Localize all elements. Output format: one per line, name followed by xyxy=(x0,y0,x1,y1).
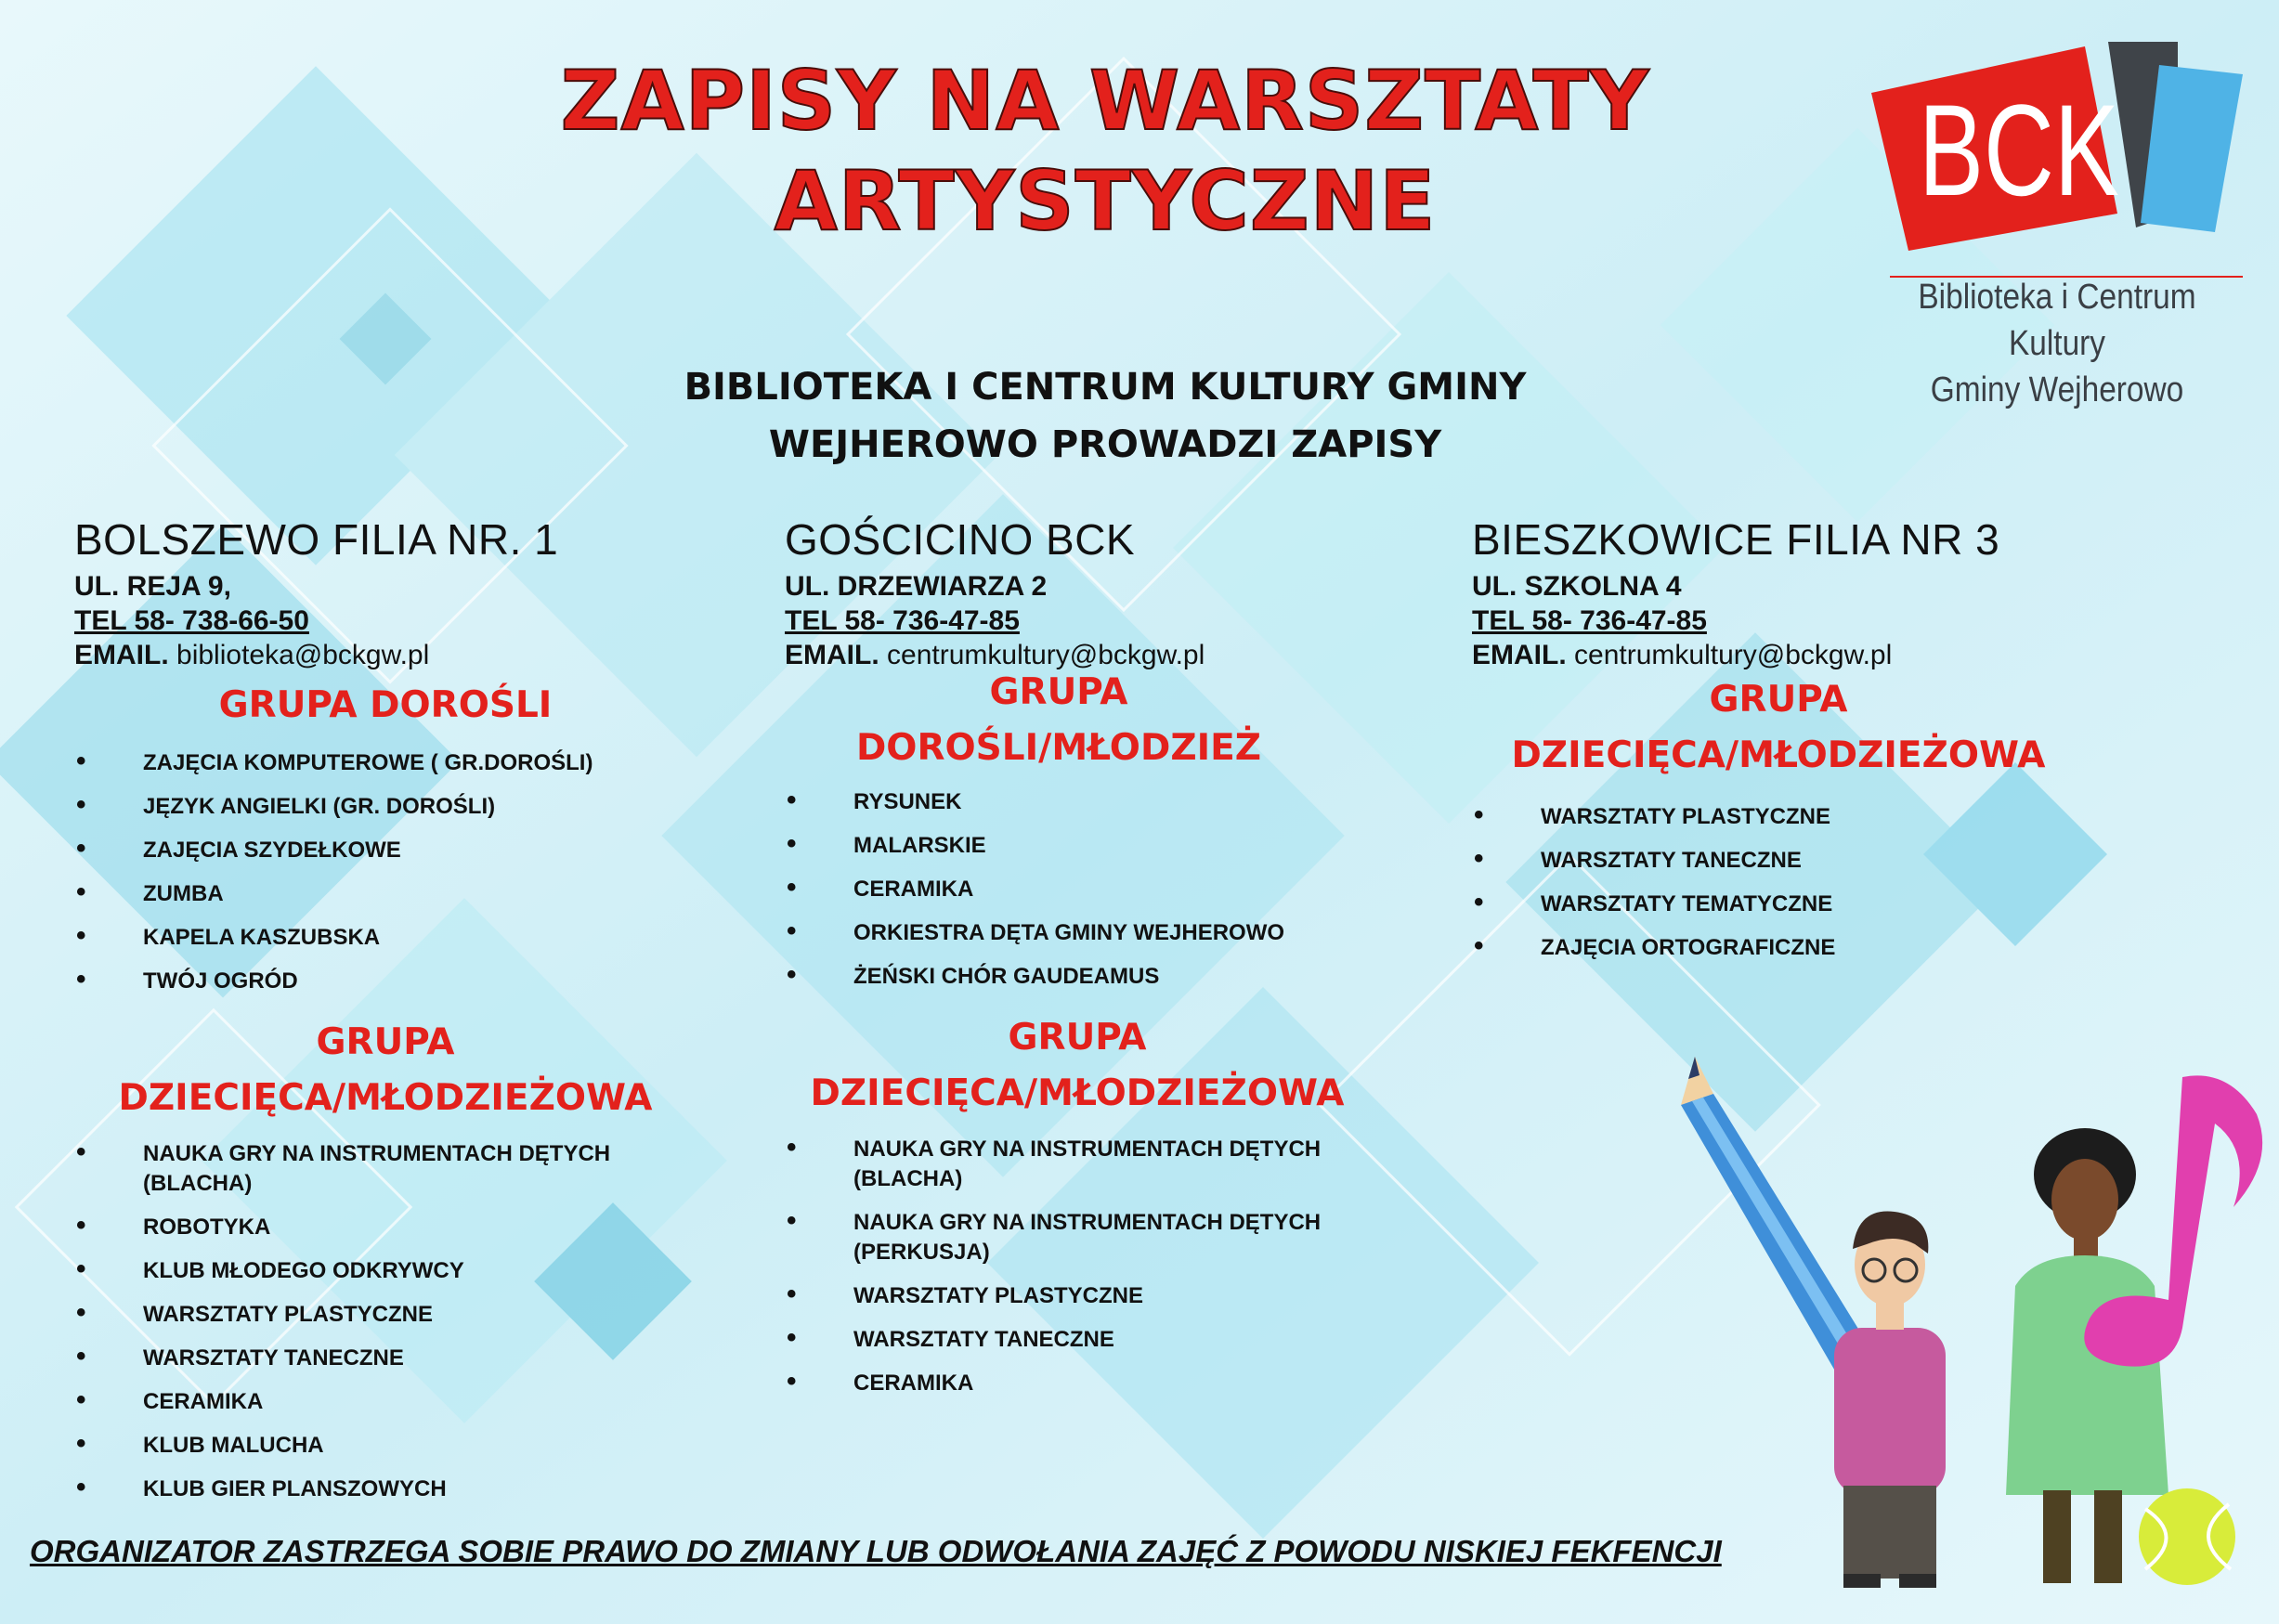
list-item: • NAUKA GRY NA INSTRUMENTACH DĘTYCH (BLACHA) xyxy=(74,1139,669,1199)
list-item: • KLUB MŁODEGO ODKRYWCY xyxy=(74,1256,669,1286)
list-item: • NAUKA GRY NA INSTRUMENTACH DĘTYCH (BLACHA) xyxy=(785,1135,1361,1194)
group-heading xyxy=(74,1015,697,1126)
branch-email: centrumkultury@bckgw.pl xyxy=(1574,640,1893,670)
branch-name: GOŚCICINO BCK xyxy=(785,515,1136,564)
group-title-line-2: DZIECIĘCA/MŁODZIEŻOWA xyxy=(810,1072,1345,1114)
footer-disclaimer: ORGANIZATOR ZASTRZEGA SOBIE PRAWO DO ZMIANY LUB ODWOŁANIA ZAJĘĆ Z POWODU NISKIEJ FEKFENCJI xyxy=(30,1534,1722,1568)
branch-address: UL. DRZEWIARZA 2 xyxy=(785,571,1048,602)
email-label: EMAIL. xyxy=(1472,640,1567,670)
intro-text xyxy=(613,358,1597,474)
logo-caption xyxy=(1869,274,2246,413)
email-label: EMAIL. xyxy=(74,640,169,670)
activity-list xyxy=(785,787,1416,992)
activity-list xyxy=(785,1135,1361,1398)
poster-title xyxy=(520,51,1690,252)
list-item: • KAPELA KASZUBSKA xyxy=(74,923,724,953)
list-item: • MALARSKIE xyxy=(785,831,1416,861)
branch-column-goscicino xyxy=(785,515,1416,1412)
branch-phone: TEL 58- 738-66-50 xyxy=(74,605,309,636)
group-title-line-1: GRUPA DOROŚLI xyxy=(218,684,553,726)
list-item: • KLUB MALUCHA xyxy=(74,1431,669,1461)
list-item: • JĘZYK ANGIELKI (GR. DOROŚLI) xyxy=(74,792,724,822)
group-title-line-2: DZIECIĘCA/MŁODZIEŻOWA xyxy=(118,1077,653,1119)
group-title-line-2: DOROŚLI/MŁODZIEŻ xyxy=(855,727,1262,769)
boy-figure xyxy=(1834,1212,1946,1589)
branch-info xyxy=(1472,569,2159,672)
branch-info xyxy=(785,569,1416,672)
list-item: • ZAJĘCIA SZYDEŁKOWE xyxy=(74,836,724,865)
title-line-2: ARTYSTYCZNE xyxy=(774,153,1437,249)
activity-list xyxy=(1472,802,2159,963)
group-heading xyxy=(1472,672,2085,784)
tennis-ball-icon xyxy=(2139,1488,2235,1585)
group-title-line-1: GRUPA xyxy=(989,671,1128,713)
list-item: • TWÓJ OGRÓD xyxy=(74,967,724,996)
list-item: • ZAJĘCIA KOMPUTEROWE ( GR.DOROŚLI) xyxy=(74,748,724,778)
branch-phone: TEL 58- 736-47-85 xyxy=(1472,605,1707,636)
list-item: • WARSZTATY TANECZNE xyxy=(785,1325,1361,1355)
list-item: • WARSZTATY TANECZNE xyxy=(1472,846,2159,876)
group-heading xyxy=(785,1010,1370,1122)
branch-phone: TEL 58- 736-47-85 xyxy=(785,605,1020,636)
list-item: • RYSUNEK xyxy=(785,787,1416,817)
branch-email: centrumkultury@bckgw.pl xyxy=(887,640,1205,670)
list-item: • CERAMIKA xyxy=(74,1387,669,1417)
branch-email-row xyxy=(1472,638,2159,672)
branch-email: biblioteka@bckgw.pl xyxy=(176,640,430,670)
group-title-line-1: GRUPA xyxy=(1008,1017,1147,1059)
group-title-line-2: DZIECIĘCA/MŁODZIEŻOWA xyxy=(1511,734,2046,776)
list-item: • WARSZTATY PLASTYCZNE xyxy=(1472,802,2159,832)
list-item: • ROBOTYKA xyxy=(74,1213,669,1242)
list-item: • ORKIESTRA DĘTA GMINY WEJHEROWO xyxy=(785,918,1416,948)
group-title-line-1: GRUPA xyxy=(316,1021,455,1063)
activity-list xyxy=(74,748,724,996)
list-item: • ŻEŃSKI CHÓR GAUDEAMUS xyxy=(785,962,1416,992)
branch-column-bolszewo xyxy=(74,515,724,1518)
branch-info xyxy=(74,569,724,672)
logo-caption-line-1: Biblioteka i Centrum Kultury xyxy=(1918,278,2196,363)
branch-name: BOLSZEWO FILIA NR. 1 xyxy=(74,515,559,564)
list-item: • WARSZTATY PLASTYCZNE xyxy=(74,1300,669,1330)
list-item: • KLUB GIER PLANSZOWYCH xyxy=(74,1475,669,1504)
branch-name: BIESZKOWICE FILIA NR 3 xyxy=(1472,515,2000,564)
branch-address: UL. REJA 9, xyxy=(74,571,231,602)
list-item: • ZAJĘCIA ORTOGRAFICZNE xyxy=(1472,933,2159,963)
branch-column-bieszkowice xyxy=(1472,515,2159,977)
intro-line-1: BIBLIOTEKA I CENTRUM KULTURY GMINY xyxy=(684,366,1527,409)
activity-list xyxy=(74,1139,669,1504)
list-item: • ZUMBA xyxy=(74,879,724,909)
branch-email-row xyxy=(74,638,724,672)
group-heading xyxy=(785,665,1333,776)
group-title-line-1: GRUPA xyxy=(1709,679,1848,721)
list-item: • CERAMIKA xyxy=(785,1369,1361,1398)
list-item: • CERAMIKA xyxy=(785,875,1416,904)
list-item: • NAUKA GRY NA INSTRUMENTACH DĘTYCH (PERKUSJA) xyxy=(785,1208,1361,1267)
list-item: • WARSZTATY PLASTYCZNE xyxy=(785,1281,1361,1311)
list-item: • WARSZTATY TEMATYCZNE xyxy=(1472,890,2159,919)
intro-line-2: WEJHEROWO PROWADZI ZAPISY xyxy=(768,423,1442,466)
group-heading xyxy=(74,678,697,734)
list-item: • WARSZTATY TANECZNE xyxy=(74,1344,669,1373)
svg-text:BCK: BCK xyxy=(1919,78,2119,224)
kids-illustration xyxy=(1662,1049,2279,1597)
title-line-1: ZAPISY NA WARSZTATY xyxy=(560,53,1650,149)
email-label: EMAIL. xyxy=(785,640,879,670)
branch-address: UL. SZKOLNA 4 xyxy=(1472,571,1682,602)
logo-caption-line-2: Gminy Wejherowo xyxy=(1930,370,2184,409)
